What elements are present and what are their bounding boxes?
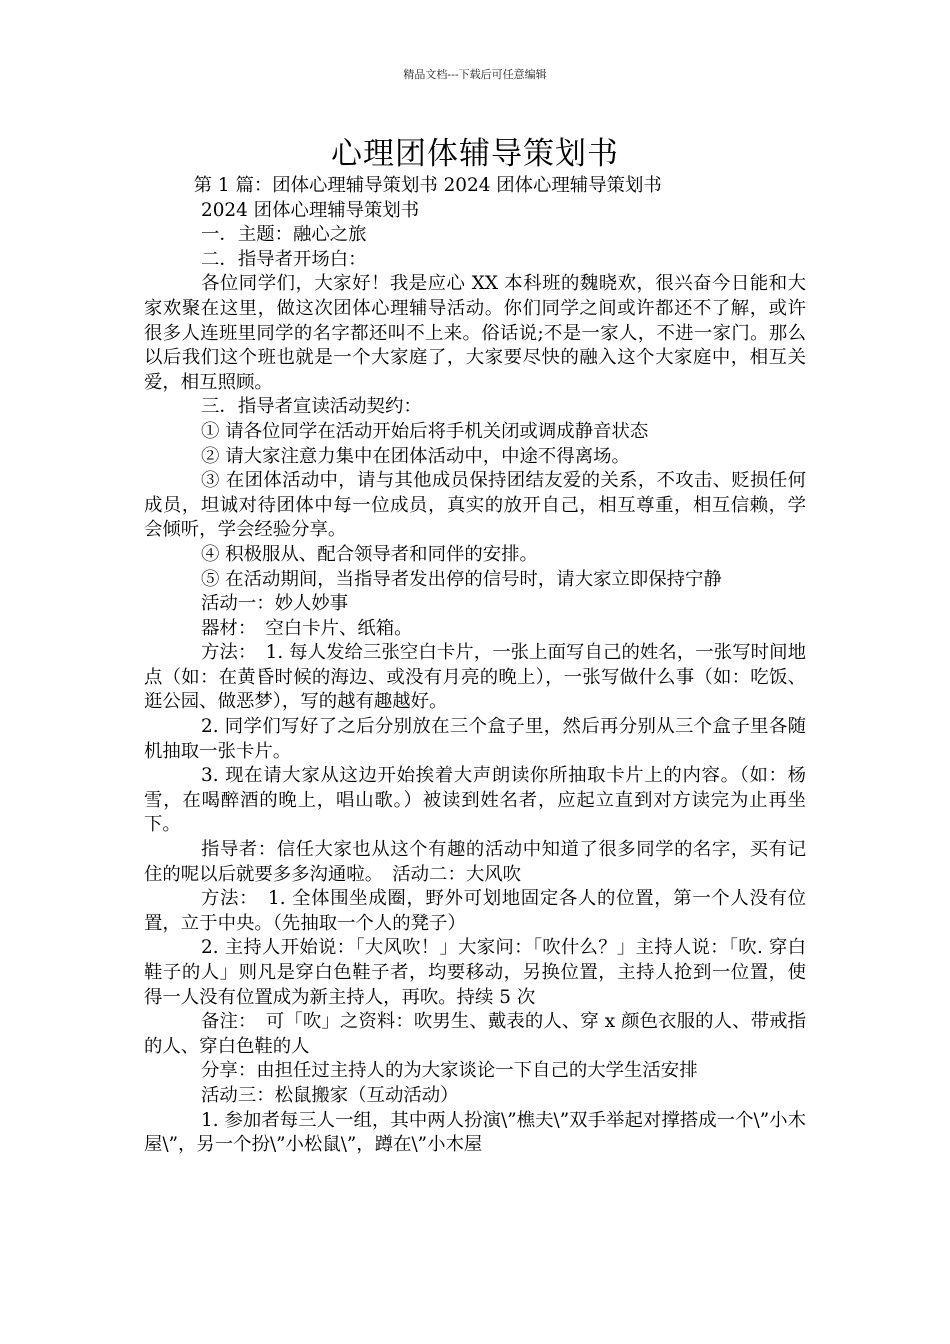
paragraph: 分享：由担任过主持人的为大家谈论一下自己的大学生活安排: [201, 1060, 698, 1082]
paragraph: 二．指导者开场白：: [201, 248, 367, 270]
paragraph: 2. 同学们写好了之后分别放在三个盒子里，然后再分别从三个盒子里各随机抽取一张卡片。: [144, 716, 806, 762]
paragraph: ⑤ 在活动期间，当指导者发出停的信号时，请大家立即保持宁静: [201, 568, 722, 590]
paragraph: 方法： 1. 全体围坐成圈，野外可划地固定各人的位置，第一个人没有位置，立于中央。（先抽取一个人的凳子）: [144, 888, 806, 934]
paragraph: 1. 参加者每三人一组，其中两人扮演\”樵夫\”双手举起对撑搭成一个\”小木屋\”，另一个扮\”小松鼠\”，蹲在\”小木屋: [144, 1109, 806, 1156]
paragraph: 指导者：信任大家也从这个有趣的活动中知道了很多同学的名字，买有记住的呢以后就要多多沟通啦。 活动二：大风吹: [144, 839, 806, 885]
paragraph: 3. 现在请大家从这边开始挨着大声朗读你所抽取卡片上的内容。（如：杨雪，在喝醉酒的晚上，唱山歌。）被读到姓名者，应起立直到对方读完为止再坐下。: [144, 765, 806, 836]
paragraph: 方法： 1. 每人发给三张空白卡片，一张上面写自己的姓名，一张写时间地点（如：在黄昏时候的海边、或没有月亮的晚上），一张写做什么事（如：吃饭、逛公园、做恶梦），写的越有趣越好。: [144, 642, 806, 713]
paragraph: 2. 主持人开始说：「大风吹！」大家问：「吹什么？」主持人说：「吹. 穿白鞋子的人」则凡是穿白色鞋子者，均要移动，另换位置，主持人抢到一位置，使得一人没有位置成为新主持人，再吹。持续 5 次: [144, 937, 806, 1008]
paragraph: 活动一：妙人妙事: [201, 593, 349, 615]
paragraph: 三．指导者宣读活动契约：: [201, 396, 422, 418]
paragraph: 活动三：松鼠搬家（互动活动）: [201, 1084, 459, 1106]
paragraph: ① 请各位同学在活动开始后将手机关闭或调成静音状态: [201, 420, 649, 442]
document-title: 心理团体辅导策划书: [331, 136, 619, 172]
paragraph: ④ 积极服从、配合领导者和同伴的安排。: [201, 543, 538, 565]
paragraph: ② 请大家注意力集中在团体活动中，中途不得离场。: [201, 445, 630, 467]
paragraph: 器材： 空白卡片、纸箱。: [201, 617, 413, 639]
paragraph: 各位同学们，大家好！我是应心 XX 本科班的魏晓欢，很兴奋今日能和大家欢聚在这里，做这次团体心理辅导活动。你们同学之间或许都还不了解，或许很多人连班里同学的名字都还叫不上来。俗话说;不是一家人，不进一家门。那么以后我们这个班也就是一个大家庭了，大家要尽快的融入这个大家庭中，相互关爱，相互照顾。: [144, 273, 806, 393]
paragraph: 备注： 可「吹」之资料：吹男生、戴表的人、穿 x 颜色衣服的人、带戒指的人、穿白色鞋的人: [144, 1011, 806, 1057]
document-body: [144, 174, 806, 1158]
paragraph: ③ 在团体活动中，请与其他成员保持团结友爱的关系，不攻击、贬损任何成员，坦诚对待团体中每一位成员，真实的放开自己，相互尊重，相互信赖，学会倾听，学会经验分享。: [144, 470, 806, 541]
header-note: 精品文档---下载后可任意编辑: [403, 68, 547, 81]
paragraph: 一．主题：融心之旅: [201, 224, 367, 246]
paragraph: 2024 团体心理辅导策划书: [201, 199, 420, 221]
paragraph: 第 1 篇：团体心理辅导策划书 2024 团体心理辅导策划书: [193, 175, 662, 196]
